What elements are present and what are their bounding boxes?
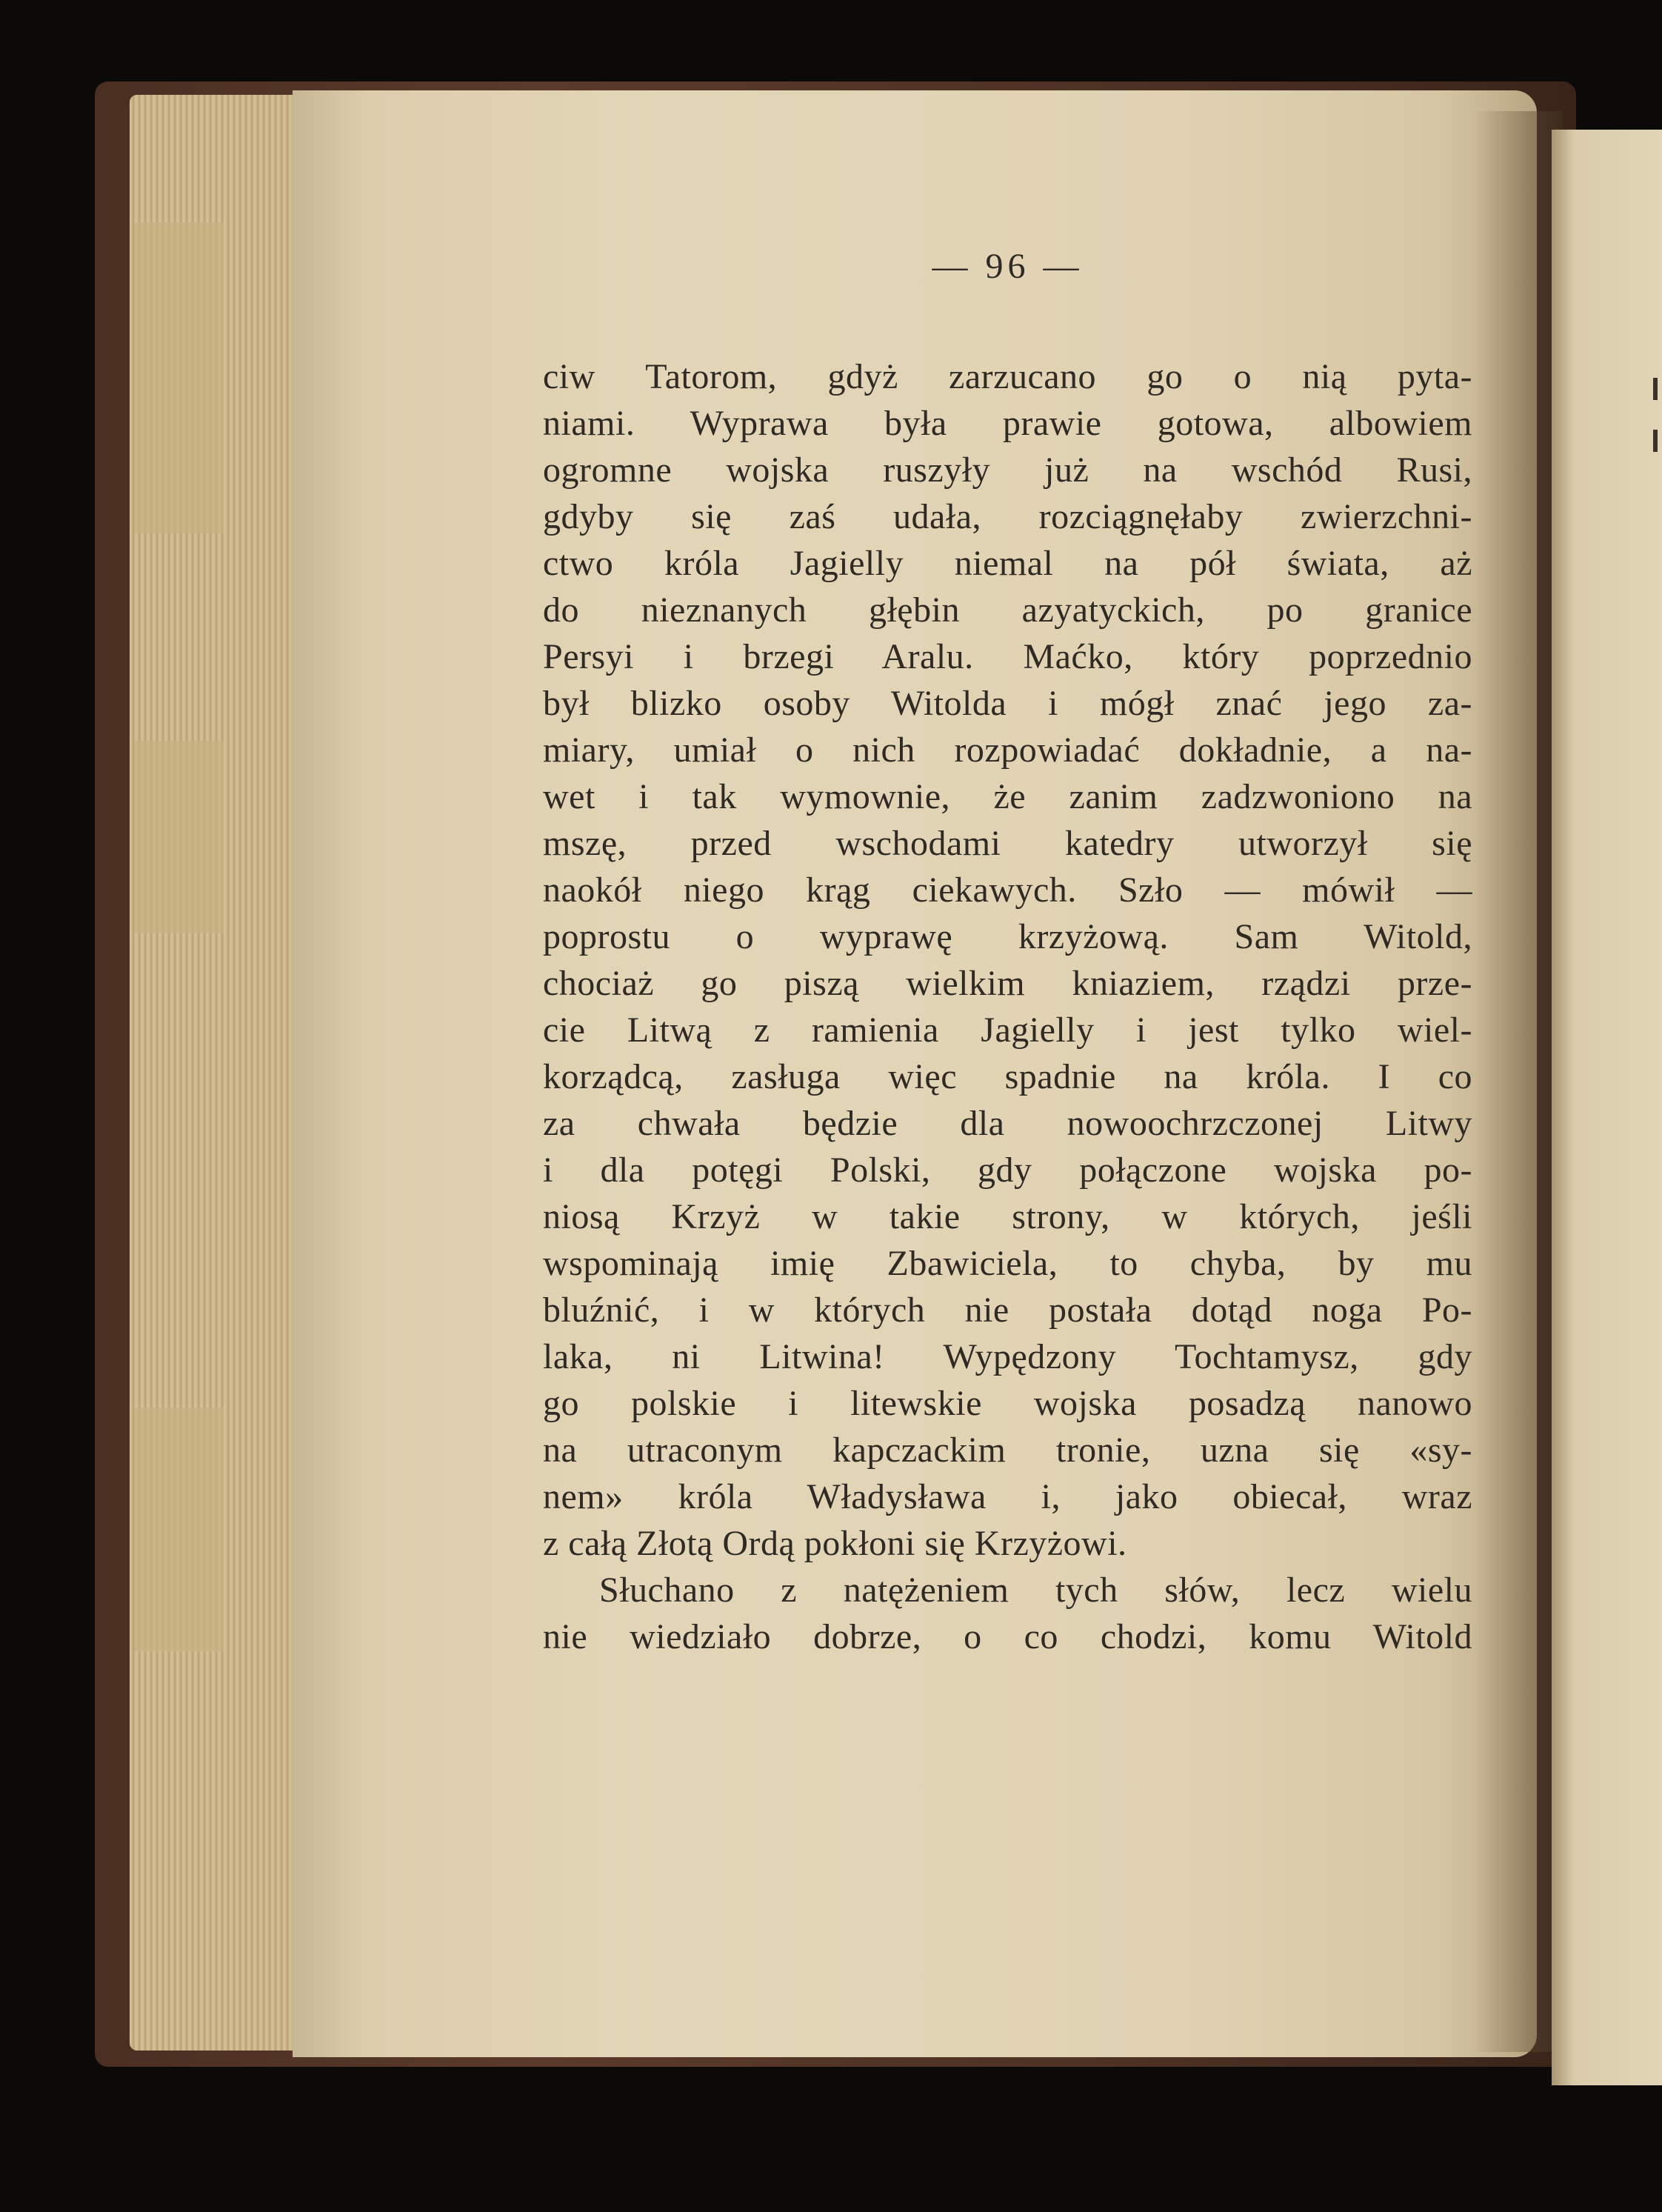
text-line: niami. Wyprawa była prawie gotowa, albowiem — [543, 404, 1472, 443]
text-line: i dla potęgi Polski, gdy połączone wojska po- — [543, 1150, 1472, 1190]
edge-tear — [135, 1408, 224, 1652]
right-page-glyph — [1653, 378, 1658, 400]
text-line: poprostu o wyprawę krzyżową. Sam Witold, — [543, 917, 1472, 956]
text-line: Persyi i brzegi Aralu. Maćko, który poprzednio — [543, 637, 1472, 676]
text-block — [543, 246, 1472, 1660]
text-line: mszę, przed wschodami katedry utworzył się — [543, 824, 1472, 863]
text-line: ciw Tatorom, gdyż zarzucano go o nią pyta- — [543, 357, 1472, 396]
text-line: nem» króla Władysława i, jako obiecał, wraz — [543, 1477, 1472, 1516]
text-line: chociaż go piszą wielkim kniaziem, rządzi prze- — [543, 964, 1472, 1003]
text-line: miary, umiał o nich rozpowiadać dokładnie, a na- — [543, 730, 1472, 770]
text-line: gdyby się zaś udała, rozciągnęłaby zwierzchni- — [543, 497, 1472, 536]
text-line: ogromne wojska ruszyły już na wschód Rusi, — [543, 450, 1472, 490]
text-line: nie wiedziało dobrze, o co chodzi, komu Witold — [543, 1617, 1472, 1656]
text-line: go polskie i litewskie wojska posadzą nanowo — [543, 1384, 1472, 1423]
text-line: niosą Krzyż w takie strony, w których, jeśli — [543, 1197, 1472, 1236]
text-line: Słuchano z natężeniem tych słów, lecz wielu — [599, 1570, 1472, 1610]
gutter-shadow — [1474, 111, 1563, 2052]
text-line: wspominają imię Zbawiciela, to chyba, by mu — [543, 1244, 1472, 1283]
text-line: cie Litwą z ramienia Jagielly i jest tylko wiel- — [543, 1010, 1472, 1050]
text-line: na utraconym kapczackim tronie, uzna się «sy- — [543, 1430, 1472, 1470]
right-page — [1552, 130, 1662, 2085]
text-line: z całą Złotą Ordą pokłoni się Krzyżowi. — [543, 1524, 1127, 1563]
text-line: naokół niego krąg ciekawych. Szło — mówił — — [543, 870, 1472, 910]
text-line: za chwała będzie dla nowoochrzczonej Litwy — [543, 1104, 1472, 1143]
text-line: ctwo króla Jagielly niemal na pół świata, aż — [543, 544, 1472, 583]
text-line: laka, ni Litwina! Wypędzony Tochtamysz, gdy — [543, 1337, 1472, 1376]
text-line: wet i tak wymownie, że zanim zadzwoniono na — [543, 777, 1472, 816]
edge-tear — [135, 222, 224, 533]
right-page-glyph — [1653, 430, 1658, 452]
page-number: — 96 — — [932, 247, 1084, 286]
text-line: bluźnić, i w których nie postała dotąd noga Po- — [543, 1290, 1472, 1330]
text-line: korządcą, zasługa więc spadnie na króla. I co — [543, 1057, 1472, 1096]
text-line: był blizko osoby Witolda i mógł znać jego za- — [543, 684, 1472, 723]
text-line: do nieznanych głębin azyatyckich, po granice — [543, 590, 1472, 630]
edge-tear — [135, 741, 224, 933]
